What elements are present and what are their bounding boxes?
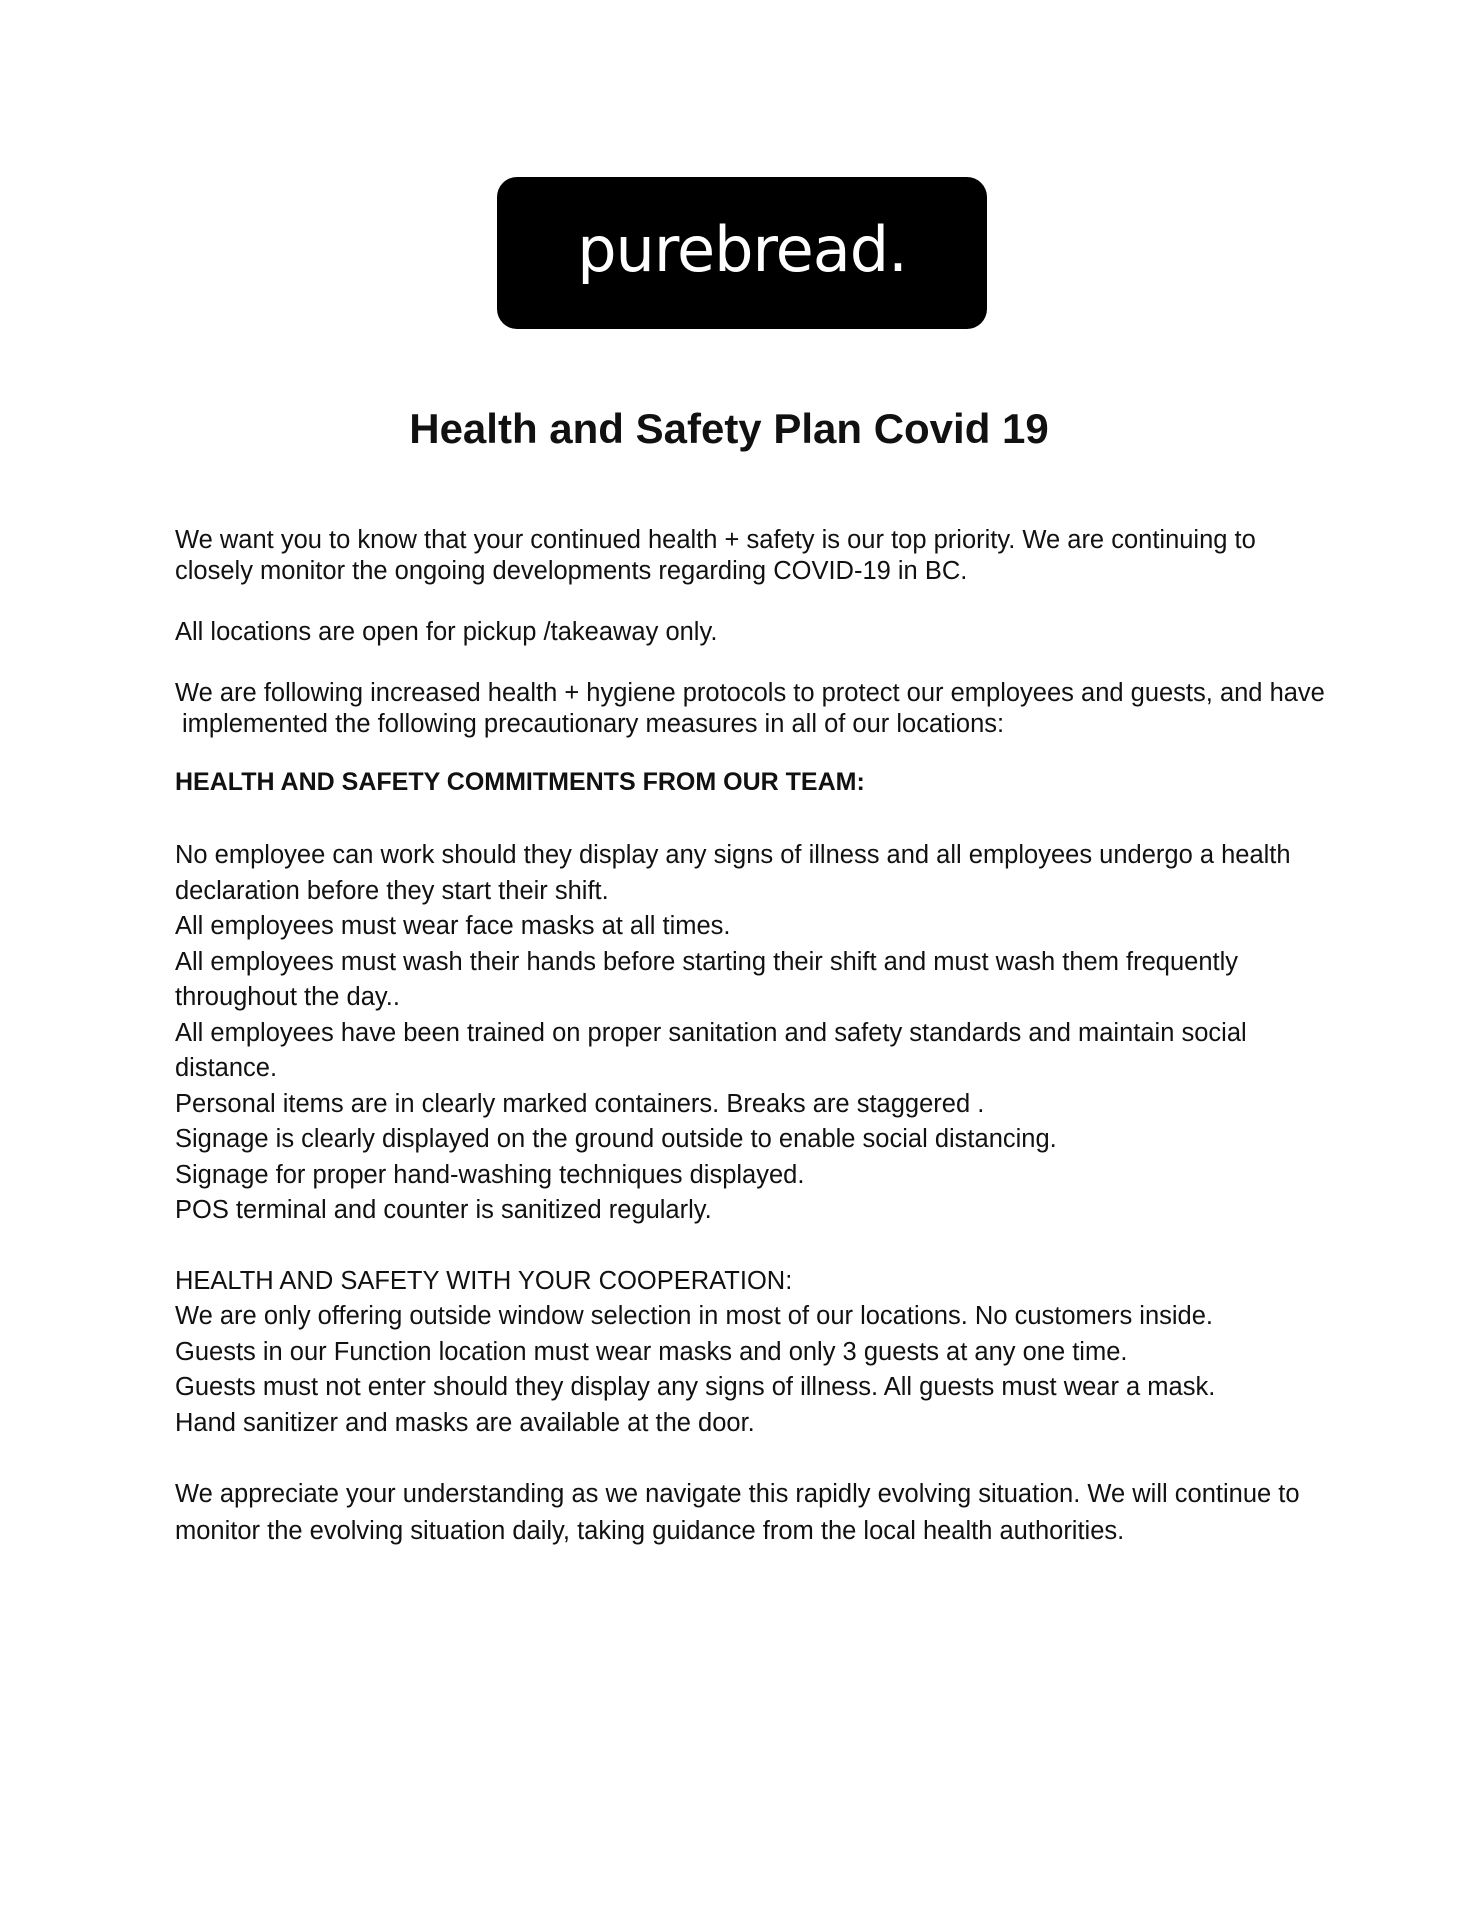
list-item: Guests in our Function location must wear masks and only 3 guests at any one time.: [175, 1337, 1128, 1366]
list-item: All employees must wear face masks at all times.: [175, 912, 731, 940]
cooperation-list: [175, 1299, 1335, 1441]
list-item: We are only offering outside window selection in most of our locations. No customers inside.: [175, 1302, 1213, 1330]
list-item: POS terminal and counter is sanitized regularly.: [175, 1196, 712, 1224]
list-item: Hand sanitizer and masks are available at the door.: [175, 1408, 755, 1437]
list-item: Signage for proper hand-washing techniques displayed.: [175, 1160, 805, 1189]
closing-paragraph: We appreciate your understanding as we navigate this rapidly evolving situation. We will continue to monitor the evolving situation daily, taking guidance from the local health authorities.: [175, 1480, 1300, 1545]
list-item: Personal items are in clearly marked containers. Breaks are staggered .: [175, 1089, 985, 1118]
brand-logo: [497, 177, 987, 329]
intro-paragraph-priority: We want you to know that your continued health + safety is our top priority. We are continuing to closely monitor the ongoing developments regarding COVID-19 in BC.: [175, 526, 1256, 585]
list-item: No employee can work should they display any signs of illness and all employees undergo a health declaration before they start their shift.: [175, 841, 1291, 905]
list-item: Signage is clearly displayed on the ground outside to enable social distancing.: [175, 1125, 1057, 1153]
list-item: All employees must wash their hands before starting their shift and must wash them frequently throughout the day..: [175, 947, 1239, 1011]
list-item: Guests must not enter should they display any signs of illness. All guests must wear a mask.: [175, 1373, 1216, 1401]
intro-paragraph-locations: All locations are open for pickup /takeaway only.: [175, 618, 718, 646]
team-commitments-heading: HEALTH AND SAFETY COMMITMENTS FROM OUR TEAM:: [175, 768, 865, 796]
brand-logo-text: purebread.: [577, 213, 907, 286]
page-title: Health and Safety Plan Covid 19: [409, 405, 1049, 452]
intro-paragraph-protocols: We are following increased health + hygiene protocols to protect our employees and guests, and have implemented the following precautionary measures in all of our locations:: [175, 679, 1325, 738]
team-commitments-list: [175, 838, 1335, 1229]
list-item: All employees have been trained on proper sanitation and safety standards and maintain social distance.: [175, 1018, 1247, 1082]
cooperation-heading: HEALTH AND SAFETY WITH YOUR COOPERATION:: [175, 1266, 793, 1295]
document-body: [175, 525, 1335, 1550]
